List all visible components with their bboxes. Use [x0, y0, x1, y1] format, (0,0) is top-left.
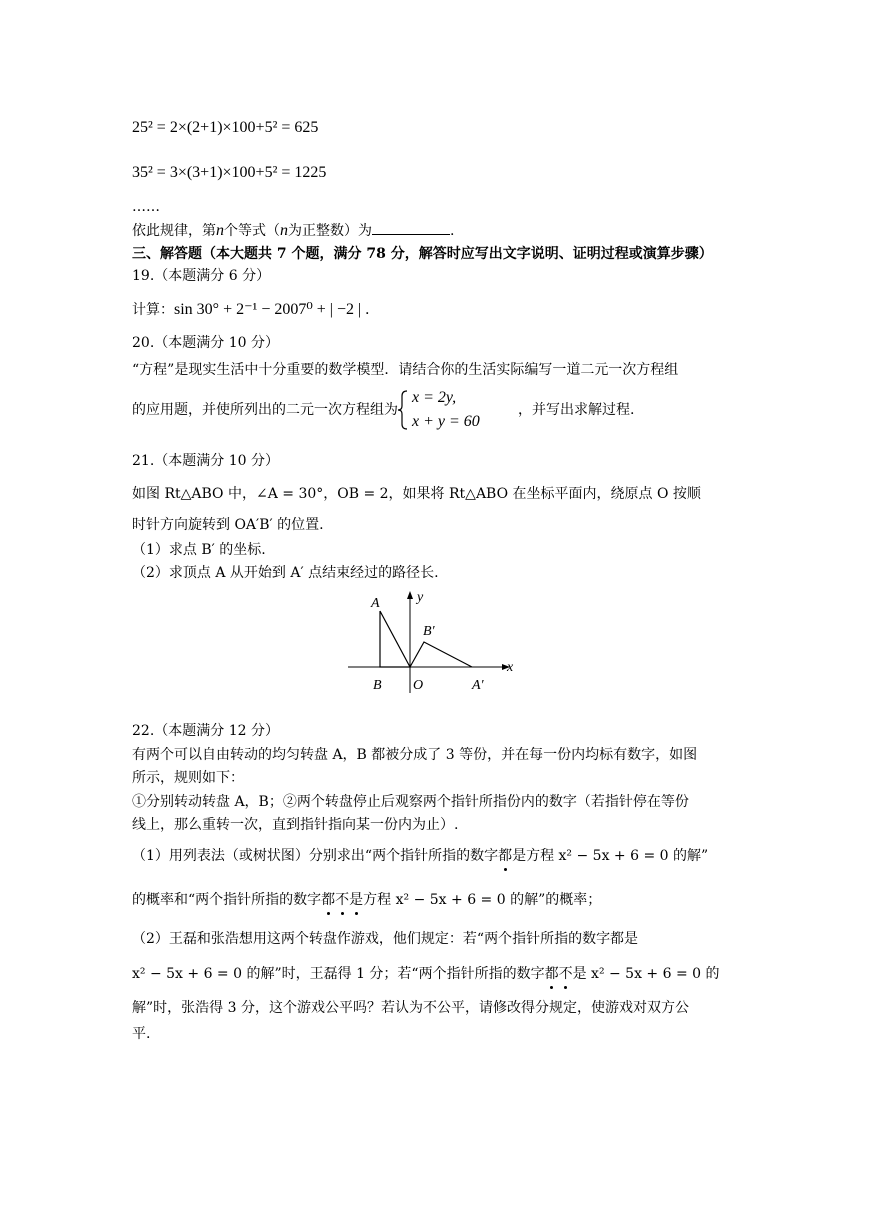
- q21-text-1: 如图 Rt△ABO 中，∠A = 30°，OB = 2，如果将 Rt△ABO 在坐标平面内，绕原点 O 按顺: [132, 486, 701, 502]
- label-O: O: [413, 678, 424, 693]
- emphasis-dou: 都: [321, 892, 336, 908]
- emphasis-dou: 都: [544, 966, 559, 982]
- q22-text-4: 线上，那么重转一次，直到指针指向某一份内为止）.: [132, 817, 459, 833]
- y-axis-arrow-icon: [407, 591, 413, 599]
- equation-system: x = 2y, x + y = 60: [398, 388, 518, 432]
- q22-text-2: 所示，规则如下：: [132, 770, 244, 786]
- rotation-figure: [340, 585, 530, 695]
- emphasis-shi: 是: [349, 892, 364, 908]
- q22-part-1-line-1: （1）用列表法（或树状图）分别求出“两个指针所指的数字都是方程 x² − 5x + 6 = 0 的解”: [132, 848, 709, 864]
- triangle-OApBp: [410, 642, 472, 667]
- q21-part-2: （2）求顶点 A 从开始到 A′ 点结束经过的路径长.: [132, 565, 439, 581]
- q22-part-2-line-2: x² − 5x + 6 = 0 的解”时，王磊得 1 分；若“两个指针所指的数字都不是 x² − 5x + 6 = 0 的: [132, 966, 720, 982]
- rule-statement: 依此规律，第n个等式（n为正整数）为 .: [132, 222, 455, 239]
- q21-text-2: 时针方向旋转到 OA′B′ 的位置.: [132, 517, 324, 533]
- label-y: y: [417, 590, 424, 605]
- q20-heading: 20.（本题满分 10 分）: [132, 335, 279, 351]
- ellipsis: ……: [132, 199, 160, 215]
- q22-part-2-line-4: 平.: [132, 1026, 151, 1042]
- label-Bp: B′: [423, 624, 435, 639]
- triangle-ABO: [380, 611, 410, 667]
- q21-part-1: （1）求点 B′ 的坐标.: [132, 542, 266, 558]
- equation-35: 35² = 3×(3+1)×100+5² = 1225: [132, 164, 327, 181]
- q22-part-2-line-3: 解”时，张浩得 3 分，这个游戏公平吗？若认为不公平，请修改得分规定，使游戏对双方公: [132, 1000, 689, 1016]
- emphasis-bu: 不: [335, 892, 350, 908]
- q19-heading: 19.（本题满分 6 分）: [132, 268, 271, 284]
- label-x: x: [507, 660, 514, 675]
- q20-text-1: “方程”是现实生活中十分重要的数学模型．请结合你的生活实际编写一道二元一次方程组: [132, 362, 679, 378]
- q22-text-3: ①分别转动转盘 A，B；②两个转盘停止后观察两个指针所指份内的数字（若指针停在等份: [132, 794, 689, 810]
- emphasis-bu: 不: [558, 966, 573, 982]
- label-Ap: A′: [472, 678, 484, 693]
- label-B: B: [373, 678, 382, 693]
- q22-heading: 22.（本题满分 12 分）: [132, 723, 279, 739]
- q20-text-2: 的应用题，并使所列出的二元一次方程组为 x = 2y, x + y = 60 ，并写出求解过程.: [132, 389, 635, 430]
- brace-icon: [398, 390, 408, 430]
- q22-part-2-line-1: （2）王磊和张浩想用这两个转盘作游戏，他们规定：若“两个指针所指的数字都是: [132, 931, 639, 947]
- q22-text-1: 有两个可以自由转动的均匀转盘 A，B 都被分成了 3 等份，并在每一份内均标有数字，如图: [132, 747, 698, 763]
- equation-25: 25² = 2×(2+1)×100+5² = 625: [132, 119, 319, 136]
- q22-part-1-line-2: 的概率和“两个指针所指的数字都不是方程 x² − 5x + 6 = 0 的解”的概率；: [132, 892, 602, 908]
- q19-body: 计算：sin 30° + 2⁻¹ − 2007⁰ + | −2 | .: [132, 301, 370, 318]
- section-heading: 三、解答题（本大题共 7 个题，满分 78 分，解答时应写出文字说明、证明过程或演算步骤）: [132, 246, 713, 262]
- emphasis-dou: 都: [498, 848, 513, 864]
- label-A: A: [371, 596, 380, 611]
- answer-blank[interactable]: [372, 220, 450, 235]
- q21-heading: 21.（本题满分 10 分）: [132, 453, 279, 469]
